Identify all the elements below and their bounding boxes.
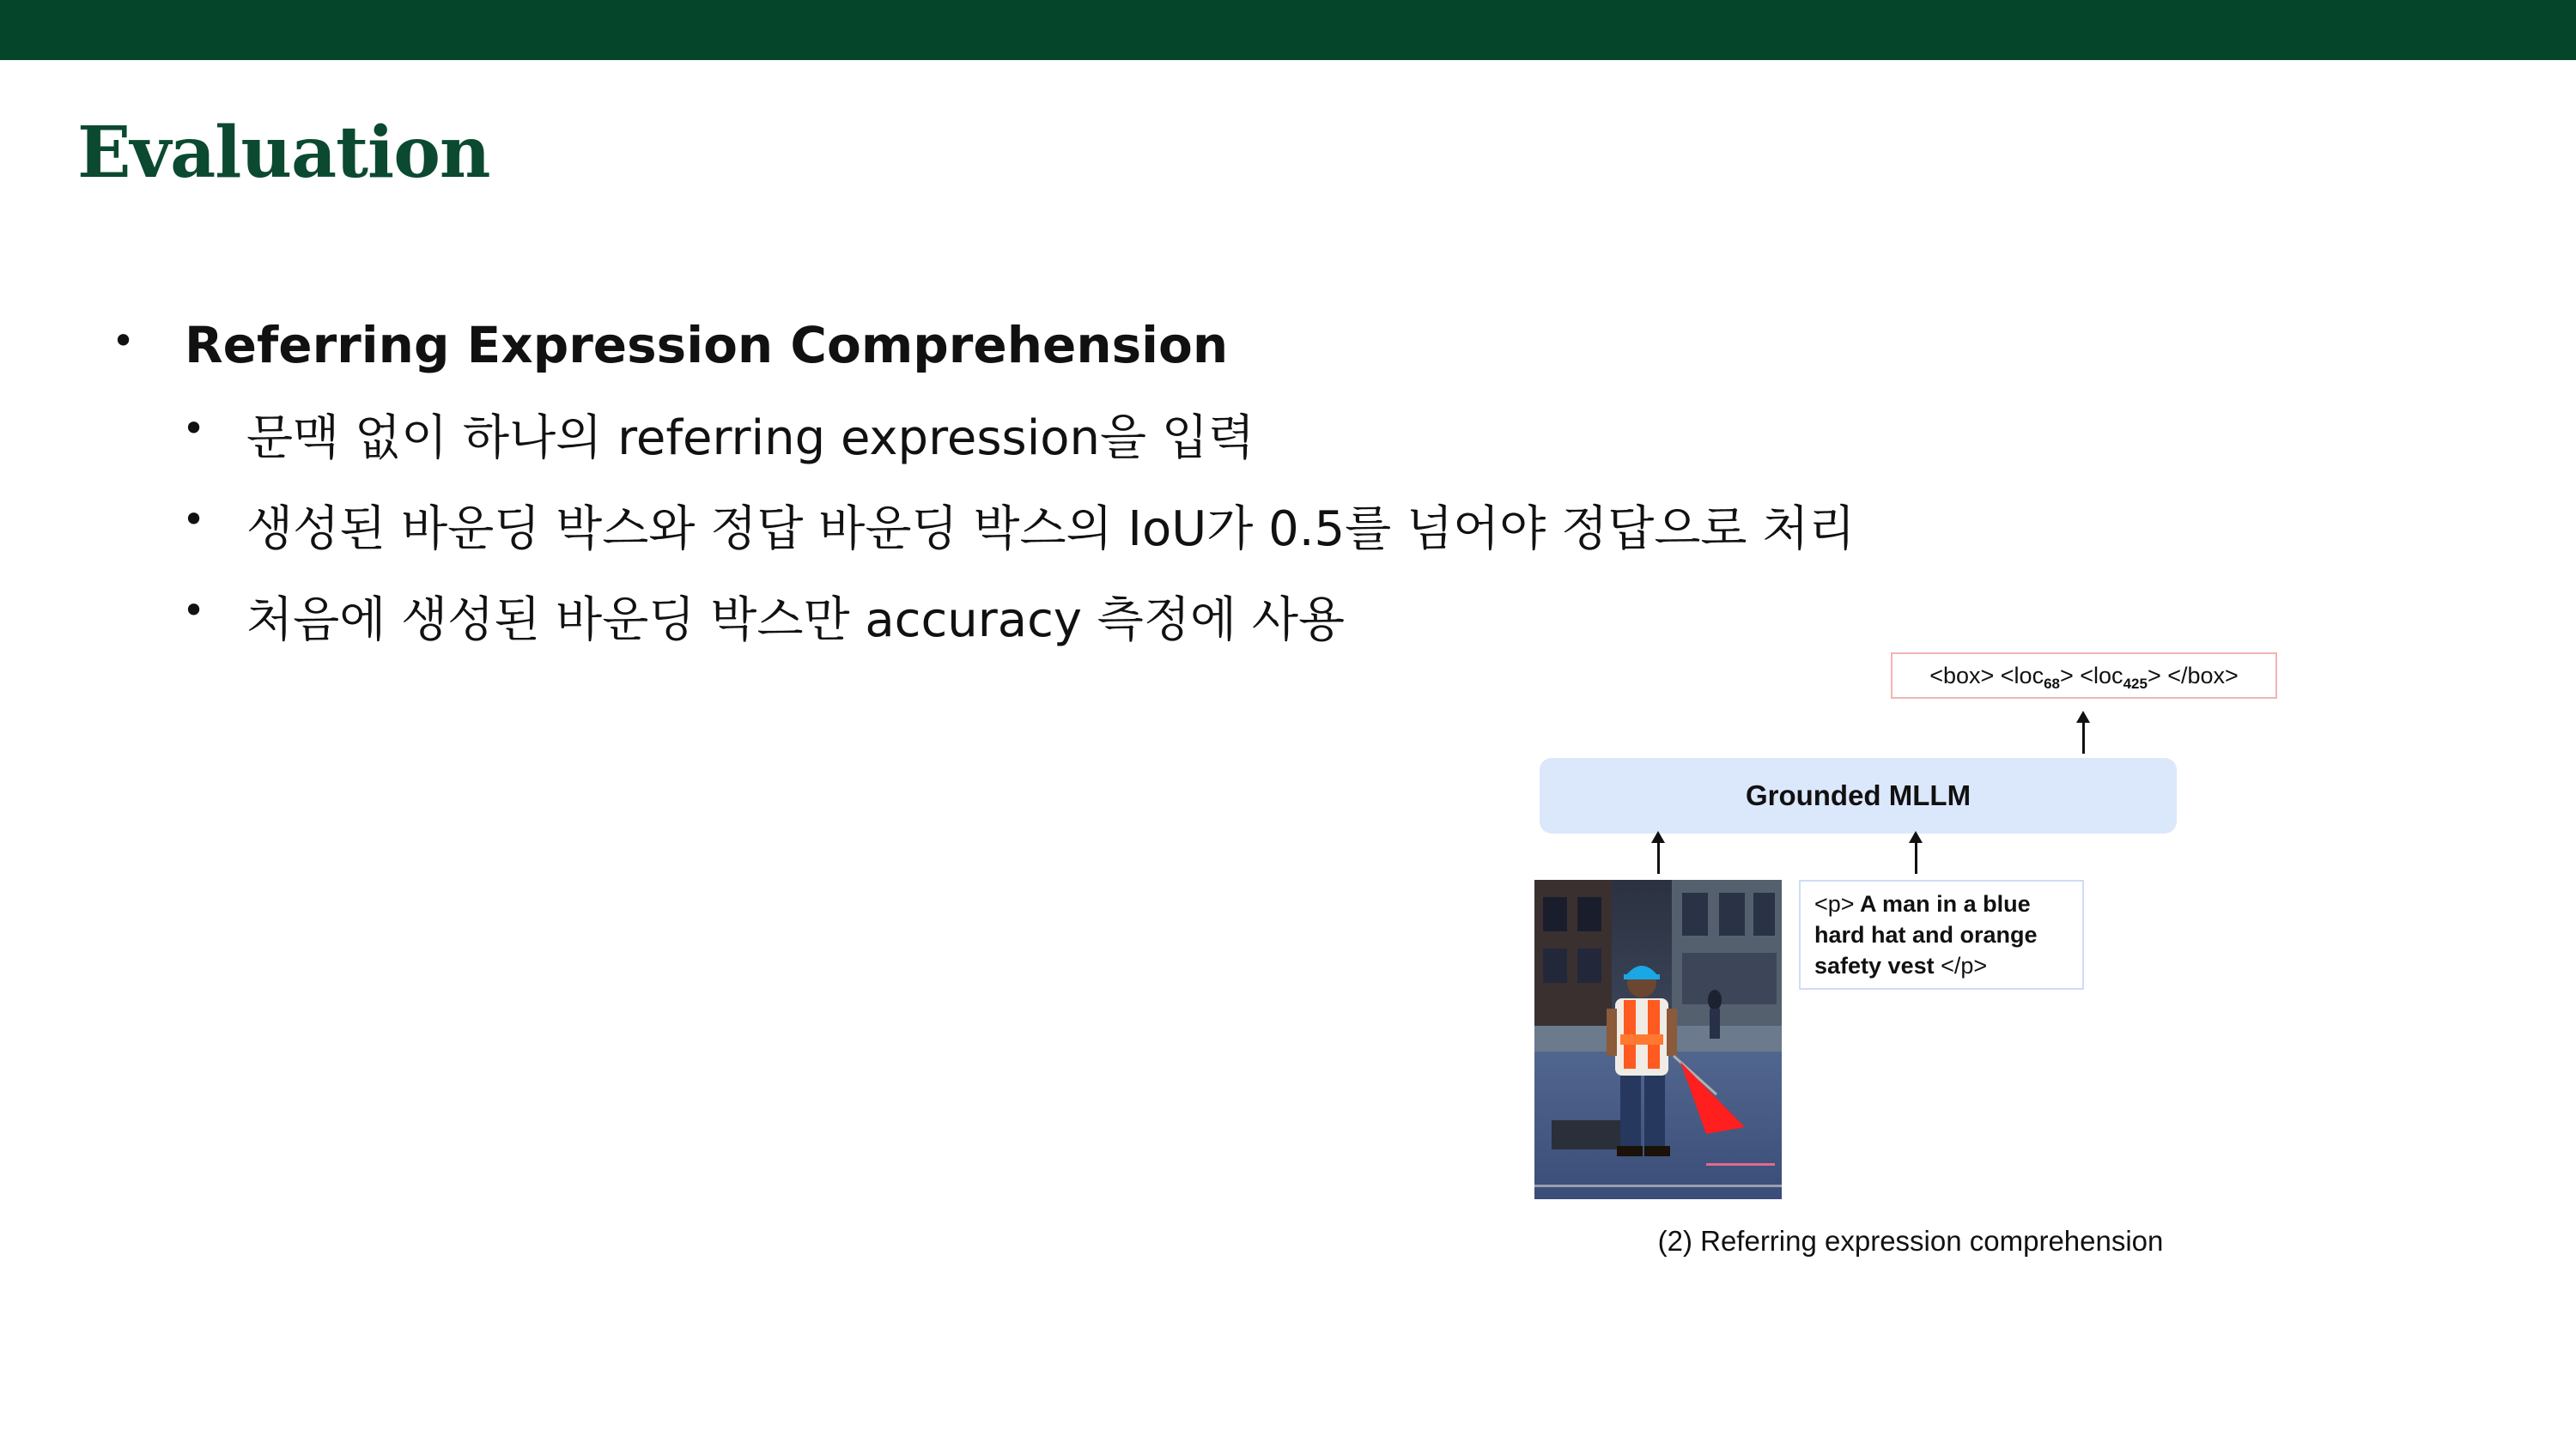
bullet-dot: •	[182, 496, 206, 543]
output-box	[1891, 652, 2277, 699]
input-open-tag: <p>	[1814, 891, 1855, 917]
output-open: <box> <loc	[1929, 663, 2044, 688]
bullet-list	[112, 307, 1856, 658]
top-bar	[0, 0, 2576, 60]
sub-bullet-2	[112, 476, 1856, 567]
input-text: A man in a blue hard hat and orange safety vest	[1814, 891, 2038, 979]
input-close-tag: </p>	[1941, 953, 1988, 979]
output-sub1: 68	[2044, 676, 2060, 692]
sub-bullet-text: 생성된 바운딩 박스와 정답 바운딩 박스의 IoU가 0.5를 넘어야 정답으로 처리	[246, 501, 1856, 557]
worker-photo	[1534, 880, 1782, 1199]
rec-figure	[1533, 648, 2288, 1283]
sub-bullet-1	[112, 385, 1829, 476]
bullet-main-text: Referring Expression Comprehension	[185, 316, 1229, 374]
bullet-main	[112, 307, 1829, 385]
figure-caption: (2) Referring expression comprehension	[1657, 1225, 2164, 1257]
sub-bullet-3	[112, 567, 1829, 658]
arrow-up-icon	[1915, 841, 1917, 874]
arrow-up-icon	[2082, 721, 2085, 754]
model-box: Grounded MLLM	[1540, 758, 2177, 834]
arrow-up-icon	[1657, 841, 1660, 874]
output-close: > </box>	[2147, 663, 2239, 688]
sub-bullet-text: 문맥 없이 하나의 referring expression을 입력	[246, 410, 1255, 466]
bullet-dot: •	[182, 405, 206, 452]
sub-bullet-text: 처음에 생성된 바운딩 박스만 accuracy 측정에 사용	[246, 592, 1346, 648]
output-mid: > <loc	[2060, 663, 2123, 688]
input-text-box	[1799, 880, 2084, 990]
slide-title: Evaluation	[77, 112, 490, 194]
bullet-dot: •	[182, 587, 206, 634]
output-sub2: 425	[2123, 676, 2148, 692]
worker-photo-illustration	[1534, 880, 1782, 1199]
bullet-dot: •	[112, 318, 136, 364]
